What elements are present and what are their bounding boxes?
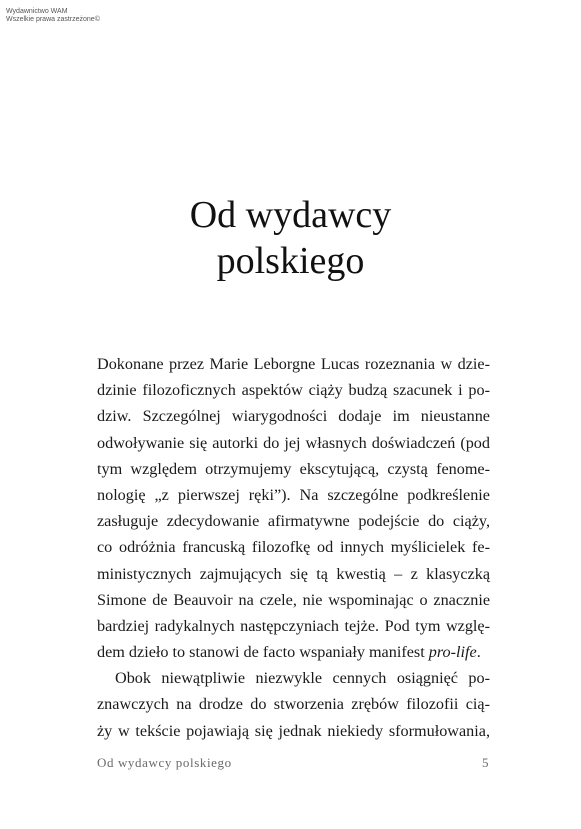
text-line: co odróżnia francuską filozofkę od innych myślicielek fe- [97, 538, 490, 557]
page-number: 5 [482, 755, 489, 770]
watermark-publisher: Wydawnictwo WAM [6, 8, 68, 15]
text-line: dzinie filozoficznych aspektów ciąży budzą szacunek i po- [97, 381, 490, 400]
italic-phrase: pro-life [428, 643, 477, 662]
text-fragment: dem dzieło to stanowi de facto wspaniały manifest [97, 643, 429, 662]
text-line: zasługuje zdecydowanie afirmatywne podejście do ciąży, [97, 512, 490, 531]
running-footer-title: Od wydawcy polskiego [97, 755, 232, 770]
text-line: dziw. Szczególnej wiarygodności dodaje im nieustanne [97, 407, 490, 426]
chapter-title [0, 192, 581, 284]
sentence-period: . [476, 643, 481, 662]
text-line: ministycznych zajmujących się tą kwestią – z klasyczką [97, 564, 490, 583]
text-line: bardziej radykalnych następczyniach tejże. Pod tym wzglę- [97, 616, 490, 635]
chapter-title-line-1: Od wydawcy [189, 194, 392, 236]
text-line: ży w tekście pojawiają się jednak niekiedy sformułowania, [97, 721, 490, 740]
text-line-indented: Obok niewątpliwie niezwykle cennych osiągnięć po- [115, 669, 490, 688]
text-line: Simone de Beauvoir na czele, nie wspominając o znacznie [97, 590, 490, 609]
text-line: tym względem otrzymujemy ekscytującą, czystą fenome- [97, 459, 490, 478]
text-line: nologię „z pierwszej ręki”). Na szczególne podkreślenie [97, 485, 490, 504]
chapter-title-line-2: polskiego [216, 240, 365, 282]
publisher-watermark [6, 8, 100, 24]
text-line: Dokonane przez Marie Leborgne Lucas rozeznania w dzie- [97, 355, 490, 373]
body-text [97, 351, 490, 744]
text-line: odwoływanie się autorki do jej własnych doświadczeń (pod [97, 433, 490, 452]
watermark-copyright: Wszelkie prawa zastrzeżone© [6, 16, 100, 23]
text-line: znawczych na drodze do stworzenia zrębów filozofii cią- [97, 695, 490, 714]
paragraph-last-line [97, 639, 490, 665]
